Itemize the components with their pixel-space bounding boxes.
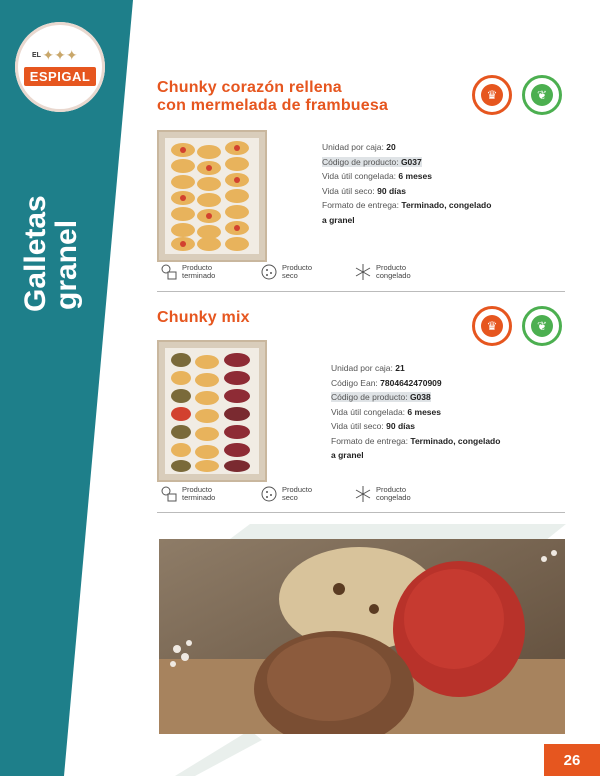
separator-1 [157, 291, 565, 292]
legend-congelado-label-1: Producto [376, 263, 407, 272]
dry-label: Vida útil seco: [322, 185, 375, 196]
dry-label: Vida útil seco: [331, 421, 384, 431]
legend-terminado-1 [160, 263, 215, 281]
chef-recipe-badge [472, 306, 512, 346]
product-title-2 [157, 309, 250, 327]
snowflake-icon [354, 485, 372, 503]
section-title-line1: Galletas [19, 195, 52, 312]
chef-hat-icon: ♛ [481, 315, 503, 337]
product-photo-1 [157, 130, 267, 262]
cookies-photo [159, 539, 565, 734]
no-preservatives-badge [522, 75, 562, 115]
chef-recipe-badge [472, 75, 512, 115]
logo-brand-name: ESPIGAL [24, 67, 97, 86]
delivery-value: Terminado, congelado [401, 200, 492, 210]
legend-terminado-label-2: terminado [182, 271, 216, 280]
code-value: G038 [409, 392, 431, 402]
units-value: 21 [395, 363, 405, 373]
legend-congelado-label-2: congelado [376, 493, 411, 502]
dry-value: 90 días [377, 185, 406, 196]
ean-label: Código Ean: [331, 377, 378, 388]
legend-seco-label-2: seco [282, 493, 298, 502]
product-title-2-line1: Chunky mix [157, 309, 250, 326]
delivery-value-2: a granel [322, 214, 355, 225]
leaf-icon: ❦ [531, 315, 553, 337]
legend-congelado-1 [354, 263, 411, 281]
legend-congelado-2 [354, 485, 411, 503]
legend-terminado-label-1: Producto [182, 263, 213, 272]
dry-cookie-icon [260, 263, 278, 281]
wheat-icon: ✦✦✦ [42, 47, 78, 64]
dry-value: 90 días [386, 421, 415, 431]
separator-2 [157, 512, 565, 513]
code-value: G037 [400, 156, 422, 167]
product-title-1 [157, 79, 388, 115]
units-value: 20 [386, 142, 396, 152]
legend-congelado-label-1: Producto [376, 485, 407, 494]
no-preservatives-badge [522, 306, 562, 346]
espigal-logo [15, 22, 105, 112]
frozen-value: 6 meses [407, 406, 441, 417]
legend-terminado-2 [160, 485, 215, 503]
delivery-label: Formato de entrega: [331, 435, 409, 446]
section-title-line2: granel [50, 219, 83, 310]
legend-seco-1 [260, 263, 312, 281]
section-title [20, 195, 82, 312]
legend-seco-label-1: Producto [282, 263, 313, 272]
legend-terminado-label-2: terminado [182, 493, 216, 502]
leaf-icon: ❦ [531, 84, 553, 106]
units-label: Unidad por caja: [322, 142, 384, 152]
product-photo-2 [157, 340, 267, 482]
frozen-value: 6 meses [398, 171, 432, 181]
legend-seco-label-2: seco [282, 271, 298, 280]
chef-hat-icon: ♛ [481, 84, 503, 106]
legend-seco-2 [260, 485, 312, 503]
code-label: Código de producto: [322, 156, 399, 167]
code-label: Código de producto: [331, 392, 408, 402]
logo-el-text: EL [32, 52, 41, 59]
legend-congelado-label-2: congelado [376, 271, 411, 280]
dry-cookie-icon [260, 485, 278, 503]
frozen-label: Vida útil congelada: [331, 406, 406, 417]
units-label: Unidad por caja: [331, 363, 393, 373]
legend-seco-label-1: Producto [282, 485, 313, 494]
product-title-1-line2: con mermelada de frambuesa [157, 97, 389, 114]
product-title-1-line1: Chunky corazón rellena [157, 79, 342, 96]
finished-product-icon [160, 263, 178, 281]
product-info-1 [322, 140, 491, 227]
ean-value: 7804642470909 [380, 377, 442, 388]
frozen-label: Vida útil congelada: [322, 171, 397, 181]
legend-terminado-label-1: Producto [182, 485, 213, 494]
delivery-label: Formato de entrega: [322, 200, 400, 210]
finished-product-icon [160, 485, 178, 503]
snowflake-icon [354, 263, 372, 281]
delivery-value-2: a granel [331, 450, 364, 460]
page-number: 26 [544, 744, 600, 776]
product-info-2 [331, 361, 500, 463]
delivery-value: Terminado, congelado [410, 435, 501, 446]
